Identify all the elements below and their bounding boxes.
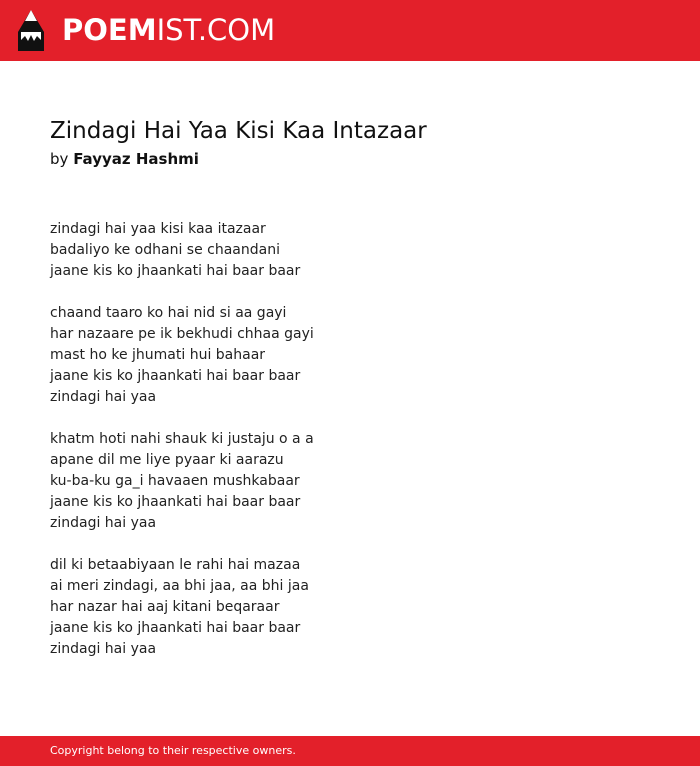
stanza-1	[50, 219, 650, 282]
poem-line: jaane kis ko jhaankati hai baar baar	[50, 494, 301, 510]
poem-line: ai meri zindagi, aa bhi jaa, aa bhi jaa	[50, 578, 309, 594]
stanza-2	[50, 303, 650, 408]
poem-body	[50, 219, 650, 681]
author-name: Fayyaz Hashmi	[73, 150, 199, 168]
poem-line: ku-ba-ku ga_i havaaen mushkabaar	[50, 473, 300, 489]
site-footer	[0, 736, 700, 766]
poem-title: Zindagi Hai Yaa Kisi Kaa Intazaar	[50, 118, 427, 144]
site-header	[0, 0, 700, 61]
poem-line: zindagi hai yaa	[50, 389, 157, 405]
stanza-4	[50, 555, 650, 660]
poem-line: har nazaare pe ik bekhudi chhaa gayi	[50, 326, 314, 342]
poem-line: zindagi hai yaa	[50, 515, 157, 531]
byline	[50, 148, 199, 170]
poem-line: khatm hoti nahi shauk ki justaju o a a	[50, 431, 314, 447]
site-logo[interactable]	[62, 12, 275, 48]
by-label: by	[50, 150, 69, 168]
logo-bold-text: POEM	[62, 13, 157, 47]
poem-line: jaane kis ko jhaankati hai baar baar	[50, 368, 301, 384]
poem-line: jaane kis ko jhaankati hai baar baar	[50, 263, 301, 279]
poem-line: jaane kis ko jhaankati hai baar baar	[50, 620, 301, 636]
poem-line: dil ki betaabiyaan le rahi hai mazaa	[50, 557, 301, 573]
logo-light-text: IST.COM	[156, 13, 276, 47]
stanza-3	[50, 429, 650, 534]
poem-line: mast ho ke jhumati hui bahaar	[50, 347, 266, 363]
poem-line: badaliyo ke odhani se chaandani	[50, 242, 280, 258]
pencil-logo-icon[interactable]	[18, 10, 44, 51]
poem-line: apane dil me liye pyaar ki aarazu	[50, 452, 284, 468]
copyright-notice: Copyright belong to their respective owners.	[50, 744, 296, 757]
poem-line: zindagi hai yaa	[50, 641, 157, 657]
poem-line: chaand taaro ko hai nid si aa gayi	[50, 305, 287, 321]
poem-line: har nazar hai aaj kitani beqaraar	[50, 599, 280, 615]
poem-line: zindagi hai yaa kisi kaa itazaar	[50, 221, 266, 237]
